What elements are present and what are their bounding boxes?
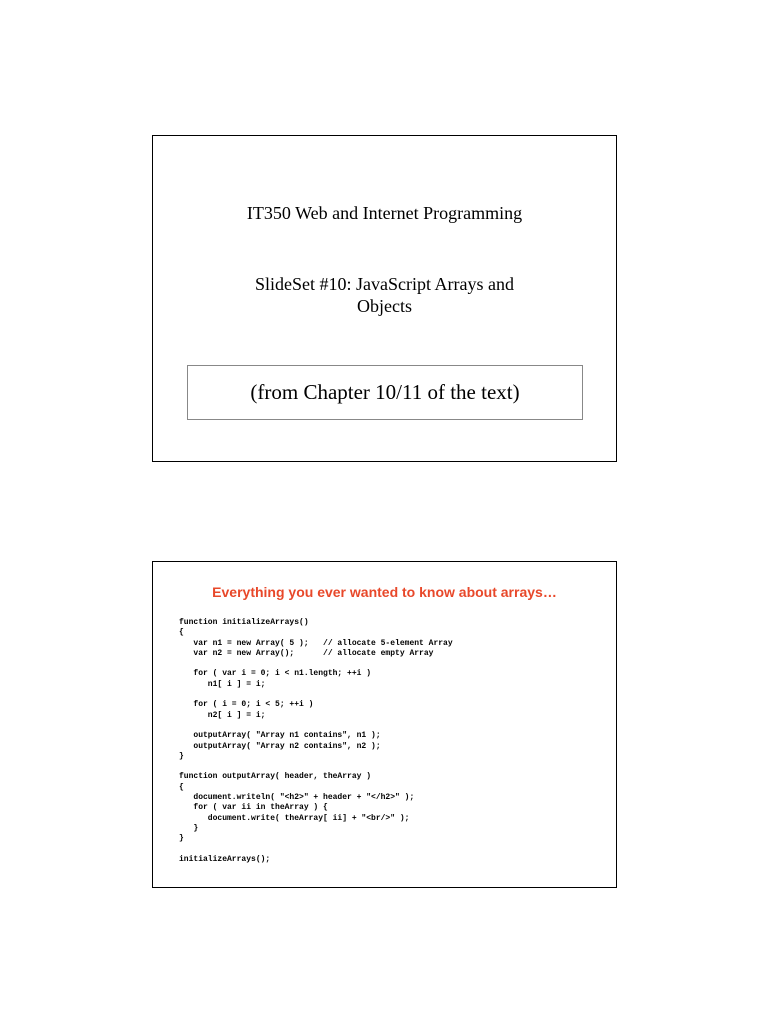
chapter-note: (from Chapter 10/11 of the text): [250, 380, 520, 404]
code-listing: function initializeArrays() { var n1 = new Array( 5 ); // allocate 5-element Array var n2 = new Array(); // allocate empty Array for ( var i = 0; i < n1.length; ++i ) n1[ i ] = i; for ( i = 0; i < 5; ++i ) n2[ i ] = i; outputArray( "Array n1 contains", n1 ); outputArray( "Array n2 contains", n2 ); } function outputArray( header, theArray ) { document.writeln( "<h2>" + header + "</h2>" ); for ( var ii in theArray ) { document.write( theArray[ ii] + "<br/>" ); } } initializeArrays();: [179, 618, 453, 864]
slideset-title: [153, 273, 616, 317]
slideset-title-line1: SlideSet #10: JavaScript Arrays and: [255, 274, 514, 294]
slideset-title-line2: Objects: [357, 296, 412, 316]
arrays-slide: [152, 561, 617, 888]
course-title: IT350 Web and Internet Programming: [246, 203, 523, 223]
chapter-note-box: [187, 365, 583, 420]
title-slide: [152, 135, 617, 462]
slide-heading: Everything you ever wanted to know about arrays…: [212, 584, 557, 600]
